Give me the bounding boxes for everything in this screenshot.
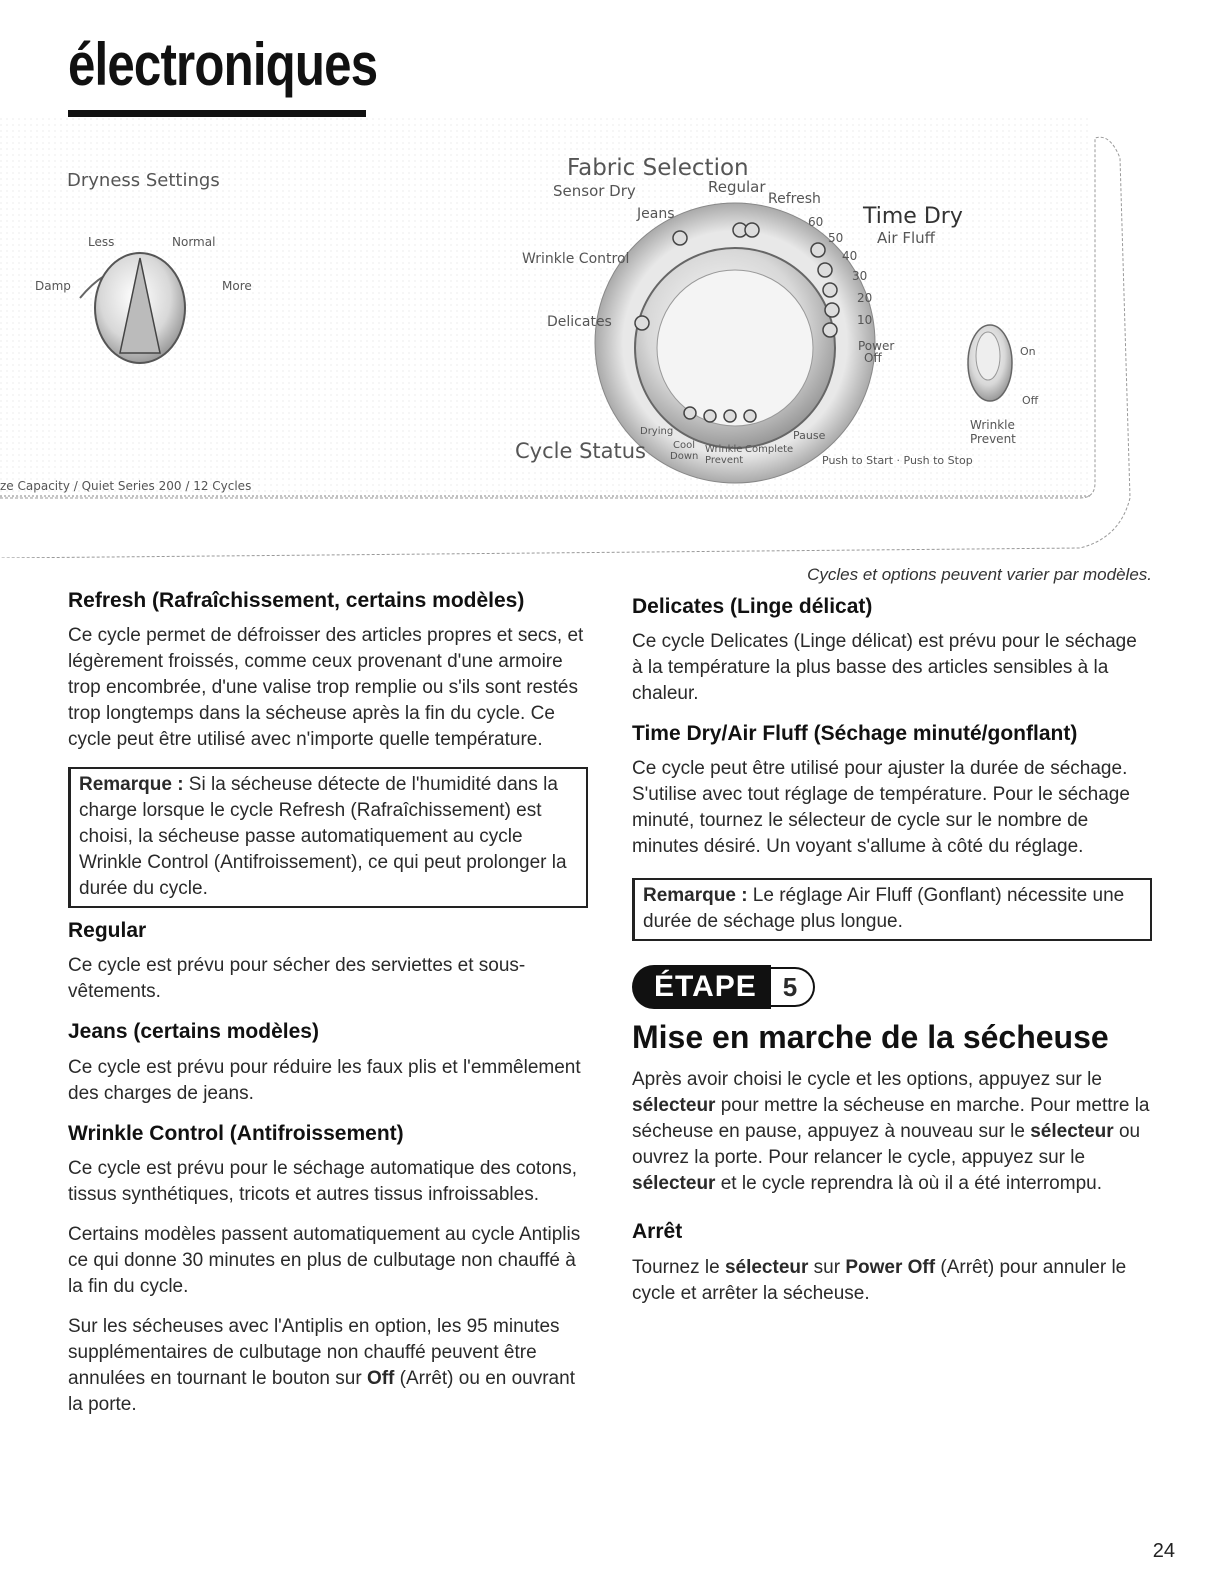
page-title: électroniques: [68, 31, 378, 98]
regular-label: Regular: [708, 178, 766, 196]
stop-heading: Arrêt: [632, 1220, 683, 1244]
less-label: Less: [88, 235, 115, 249]
off-label: Off: [864, 351, 882, 365]
delicates-heading: Delicates (Linge délicat): [632, 595, 873, 618]
air-fluff-label: Air Fluff: [877, 229, 936, 247]
wrinkle-control-label: Wrinkle Control: [522, 251, 630, 267]
status-wrinkle-label: Wrinkle: [705, 444, 743, 455]
models-caption: Cycles et options peuvent varier par modèles.: [807, 565, 1152, 584]
minute-20: 20: [857, 291, 873, 305]
start-heading: Mise en marche de la sécheuse: [632, 1019, 1109, 1056]
status-prevent-label: Prevent: [705, 455, 744, 466]
refresh-label: Refresh: [768, 191, 821, 207]
push-to-start-label: Push to Start · Push to Stop: [822, 454, 973, 467]
damp-label: Damp: [35, 279, 71, 293]
power-label: Power: [858, 339, 895, 353]
control-panel-illustration: [0, 118, 1213, 558]
note-label: Remarque :: [79, 774, 184, 796]
note-box-air-fluff: [632, 878, 1152, 941]
fabric-selection-label: Fabric Selection: [567, 155, 749, 181]
step-number: 5: [771, 967, 815, 1007]
more-label: More: [222, 279, 252, 293]
stop-text: Tournez le sélecteur sur Power Off (Arrêt) pour annuler le cycle et arrêter la sécheuse.: [632, 1256, 1127, 1304]
wrinkle-prevent-rocker: [968, 325, 1012, 401]
time-dry-label: Time Dry: [863, 204, 963, 229]
complete-label: Complete: [745, 444, 794, 455]
cycle-status-label: Cycle Status: [515, 439, 646, 463]
minute-40: 40: [842, 249, 858, 263]
note-text: Le réglage Air Fluff (Gonflant) nécessite une durée de séchage plus longue.: [643, 885, 1125, 933]
title-underline: [68, 110, 366, 117]
regular-heading: Regular: [68, 919, 147, 943]
minute-50: 50: [828, 231, 844, 245]
minute-30: 30: [852, 269, 868, 283]
refresh-heading: Refresh (Rafraîchissement, certains modèles): [68, 589, 525, 612]
dryness-settings-label: Dryness Settings: [67, 170, 220, 191]
right-column: [632, 562, 1152, 1321]
sensor-dry-label: Sensor Dry: [553, 182, 636, 200]
regular-text: Ce cycle est prévu pour sécher des serviettes et sous-vêtements.: [68, 955, 526, 1003]
step-badge: [632, 965, 1152, 1009]
jeans-text: Ce cycle est prévu pour réduire les faux plis et l'emmêlement des charges de jeans.: [68, 1056, 581, 1104]
note-label: Remarque :: [643, 885, 748, 907]
cool-label: Cool: [673, 440, 695, 451]
minute-10: 10: [857, 313, 873, 327]
wrinkle-text-3: Sur les sécheuses avec l'Antiplis en option, les 95 minutes supplémentaires de culbutage non chauffé peuvent être annulées en tournant le bouton sur Off (Arrêt) ou en ouvrant la porte.: [68, 1315, 575, 1415]
page-number: 24: [1152, 1540, 1175, 1562]
normal-label: Normal: [172, 235, 216, 249]
time-dry-text: Ce cycle peut être utilisé pour ajuster la durée de séchage. S'utilise avec tout réglage de température. Pour le séchage minuté, tournez le sélecteur de cycle sur le nombre de minutes désiré. Un voyant s'allume à côté du réglage.: [632, 758, 1130, 858]
pause-label: Pause: [793, 429, 826, 442]
jeans-heading: Jeans (certains modèles): [68, 1020, 319, 1044]
wrinkle-control-heading: Wrinkle Control (Antifroissement): [68, 1121, 404, 1145]
note-text: Si la sécheuse détecte de l'humidité dans la charge lorsque le cycle Refresh (Rafraîchissement) est choisi, la sécheuse passe automatiquement au cycle Wrinkle Control (Antifroissement), ce qui peut prolonger la durée du cycle.: [79, 774, 567, 900]
wrinkle-text-1: Ce cycle est prévu pour le séchage automatique des cotons, tissus synthétiques, tricots et autres tissus infroissables.: [68, 1157, 578, 1205]
step-label: ÉTAPE: [632, 965, 771, 1009]
note-box-refresh: [68, 767, 588, 908]
off-switch-label: Off: [1022, 394, 1039, 407]
time-dry-heading: Time Dry/Air Fluff (Séchage minuté/gonflant): [632, 722, 1078, 746]
capacity-label: ze Capacity / Quiet Series 200 / 12 Cycles: [0, 479, 252, 493]
on-label: On: [1020, 345, 1036, 358]
delicates-label: Delicates: [547, 314, 612, 330]
prevent-label: Prevent: [970, 432, 1016, 446]
down-label: Down: [670, 451, 699, 462]
left-column: [68, 562, 588, 1432]
refresh-text: Ce cycle permet de défroisser des articles propres et secs, et légèrement froissés, comme ceux provenant d'une armoire trop encombrée, d'une valise trop remplie ou s'ils sont restés trop longtemps dans la sécheuse après la fin du cycle. Ce cycle peut être utilisé avec n'importe quelle température.: [68, 625, 584, 751]
drying-label: Drying: [640, 426, 674, 437]
delicates-text: Ce cycle Delicates (Linge délicat) est prévu pour le séchage à la température la plus basse des articles sensibles à la chaleur.: [632, 631, 1137, 705]
wrinkle-text-2: Certains modèles passent automatiquement au cycle Antiplis ce qui donne 30 minutes en plus de culbutage non chauffé à la fin du cycle.: [68, 1223, 581, 1297]
wrinkle-label: Wrinkle: [970, 418, 1015, 432]
start-text: Après avoir choisi le cycle et les options, appuyez sur le sélecteur pour mettre la sécheuse en marche. Pour mettre la sécheuse en pause, appuyez à nouveau sur le sélecteur ou ouvrez la porte. Pour relancer le cycle, appuyez sur le sélecteur et le cycle reprendra là où il a été interrompu.: [632, 1069, 1150, 1195]
jeans-label: Jeans: [637, 206, 675, 222]
minute-60: 60: [808, 215, 824, 229]
